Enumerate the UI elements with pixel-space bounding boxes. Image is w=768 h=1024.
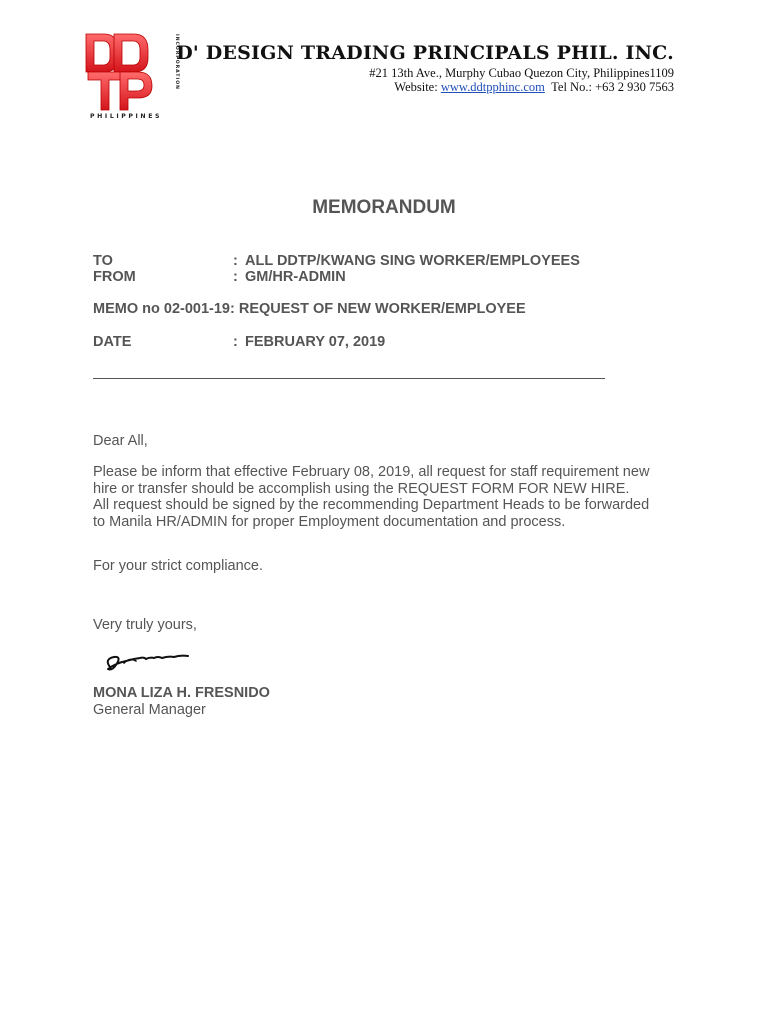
paragraph-line: hire or transfer should be accomplish using the REQUEST FORM FOR NEW HIRE. [93, 480, 630, 497]
company-name: D' DESIGN TRADING PRINCIPALS PHIL. INC. [176, 42, 674, 64]
tel-label: Tel No.: [551, 80, 592, 94]
paragraph-line: to Manila HR/ADMIN for proper Employment documentation and process. [93, 513, 566, 530]
company-address: #21 13th Ave., Murphy Cubao Quezon City, Philippines1109 [369, 66, 674, 80]
paragraph-line: All request should be signed by the recommending Department Heads to be forwarded [93, 497, 650, 513]
closing-line: Very truly yours, [93, 617, 197, 633]
to-label: TO [93, 253, 113, 269]
memo-title: MEMORANDUM [312, 197, 456, 218]
salutation: Dear All, [93, 433, 148, 449]
tel-value: +63 2 930 7563 [595, 80, 674, 94]
date-label: DATE [93, 334, 132, 350]
logo-philippines-text: PHILIPPINES [90, 113, 163, 120]
from-label: FROM [93, 269, 136, 285]
from-value: GM/HR-ADMIN [245, 269, 346, 285]
company-logo [82, 30, 182, 120]
compliance-line: For your strict compliance. [93, 558, 264, 574]
date-value: FEBRUARY 07, 2019 [245, 334, 386, 350]
website-link[interactable]: www.ddtpphinc.com [440, 80, 545, 94]
logo-incorporation-text: INCORPORATION [174, 34, 179, 90]
company-contact-line [394, 80, 674, 95]
signatory-title: General Manager [93, 702, 206, 718]
date-row: DATE : FEBRUARY 07, 2019 [93, 334, 386, 350]
to-row: TO : ALL DDTP/KWANG SING WORKER/EMPLOYEES [93, 253, 580, 269]
header-divider [93, 378, 605, 379]
from-row: FROM : GM/HR-ADMIN [93, 269, 346, 285]
paragraph-line: Please be inform that effective February 08, 2019, all request for staff requirement new [93, 464, 650, 480]
website-label: Website: [394, 80, 438, 94]
body-paragraph [93, 464, 678, 530]
signatory-name: MONA LIZA H. FRESNIDO [93, 685, 270, 701]
handwritten-signature [100, 645, 200, 677]
to-value: ALL DDTP/KWANG SING WORKER/EMPLOYEES [245, 253, 580, 269]
memo-number: MEMO no 02-001-19: REQUEST OF NEW WORKER/EMPLOYEE [93, 301, 526, 317]
